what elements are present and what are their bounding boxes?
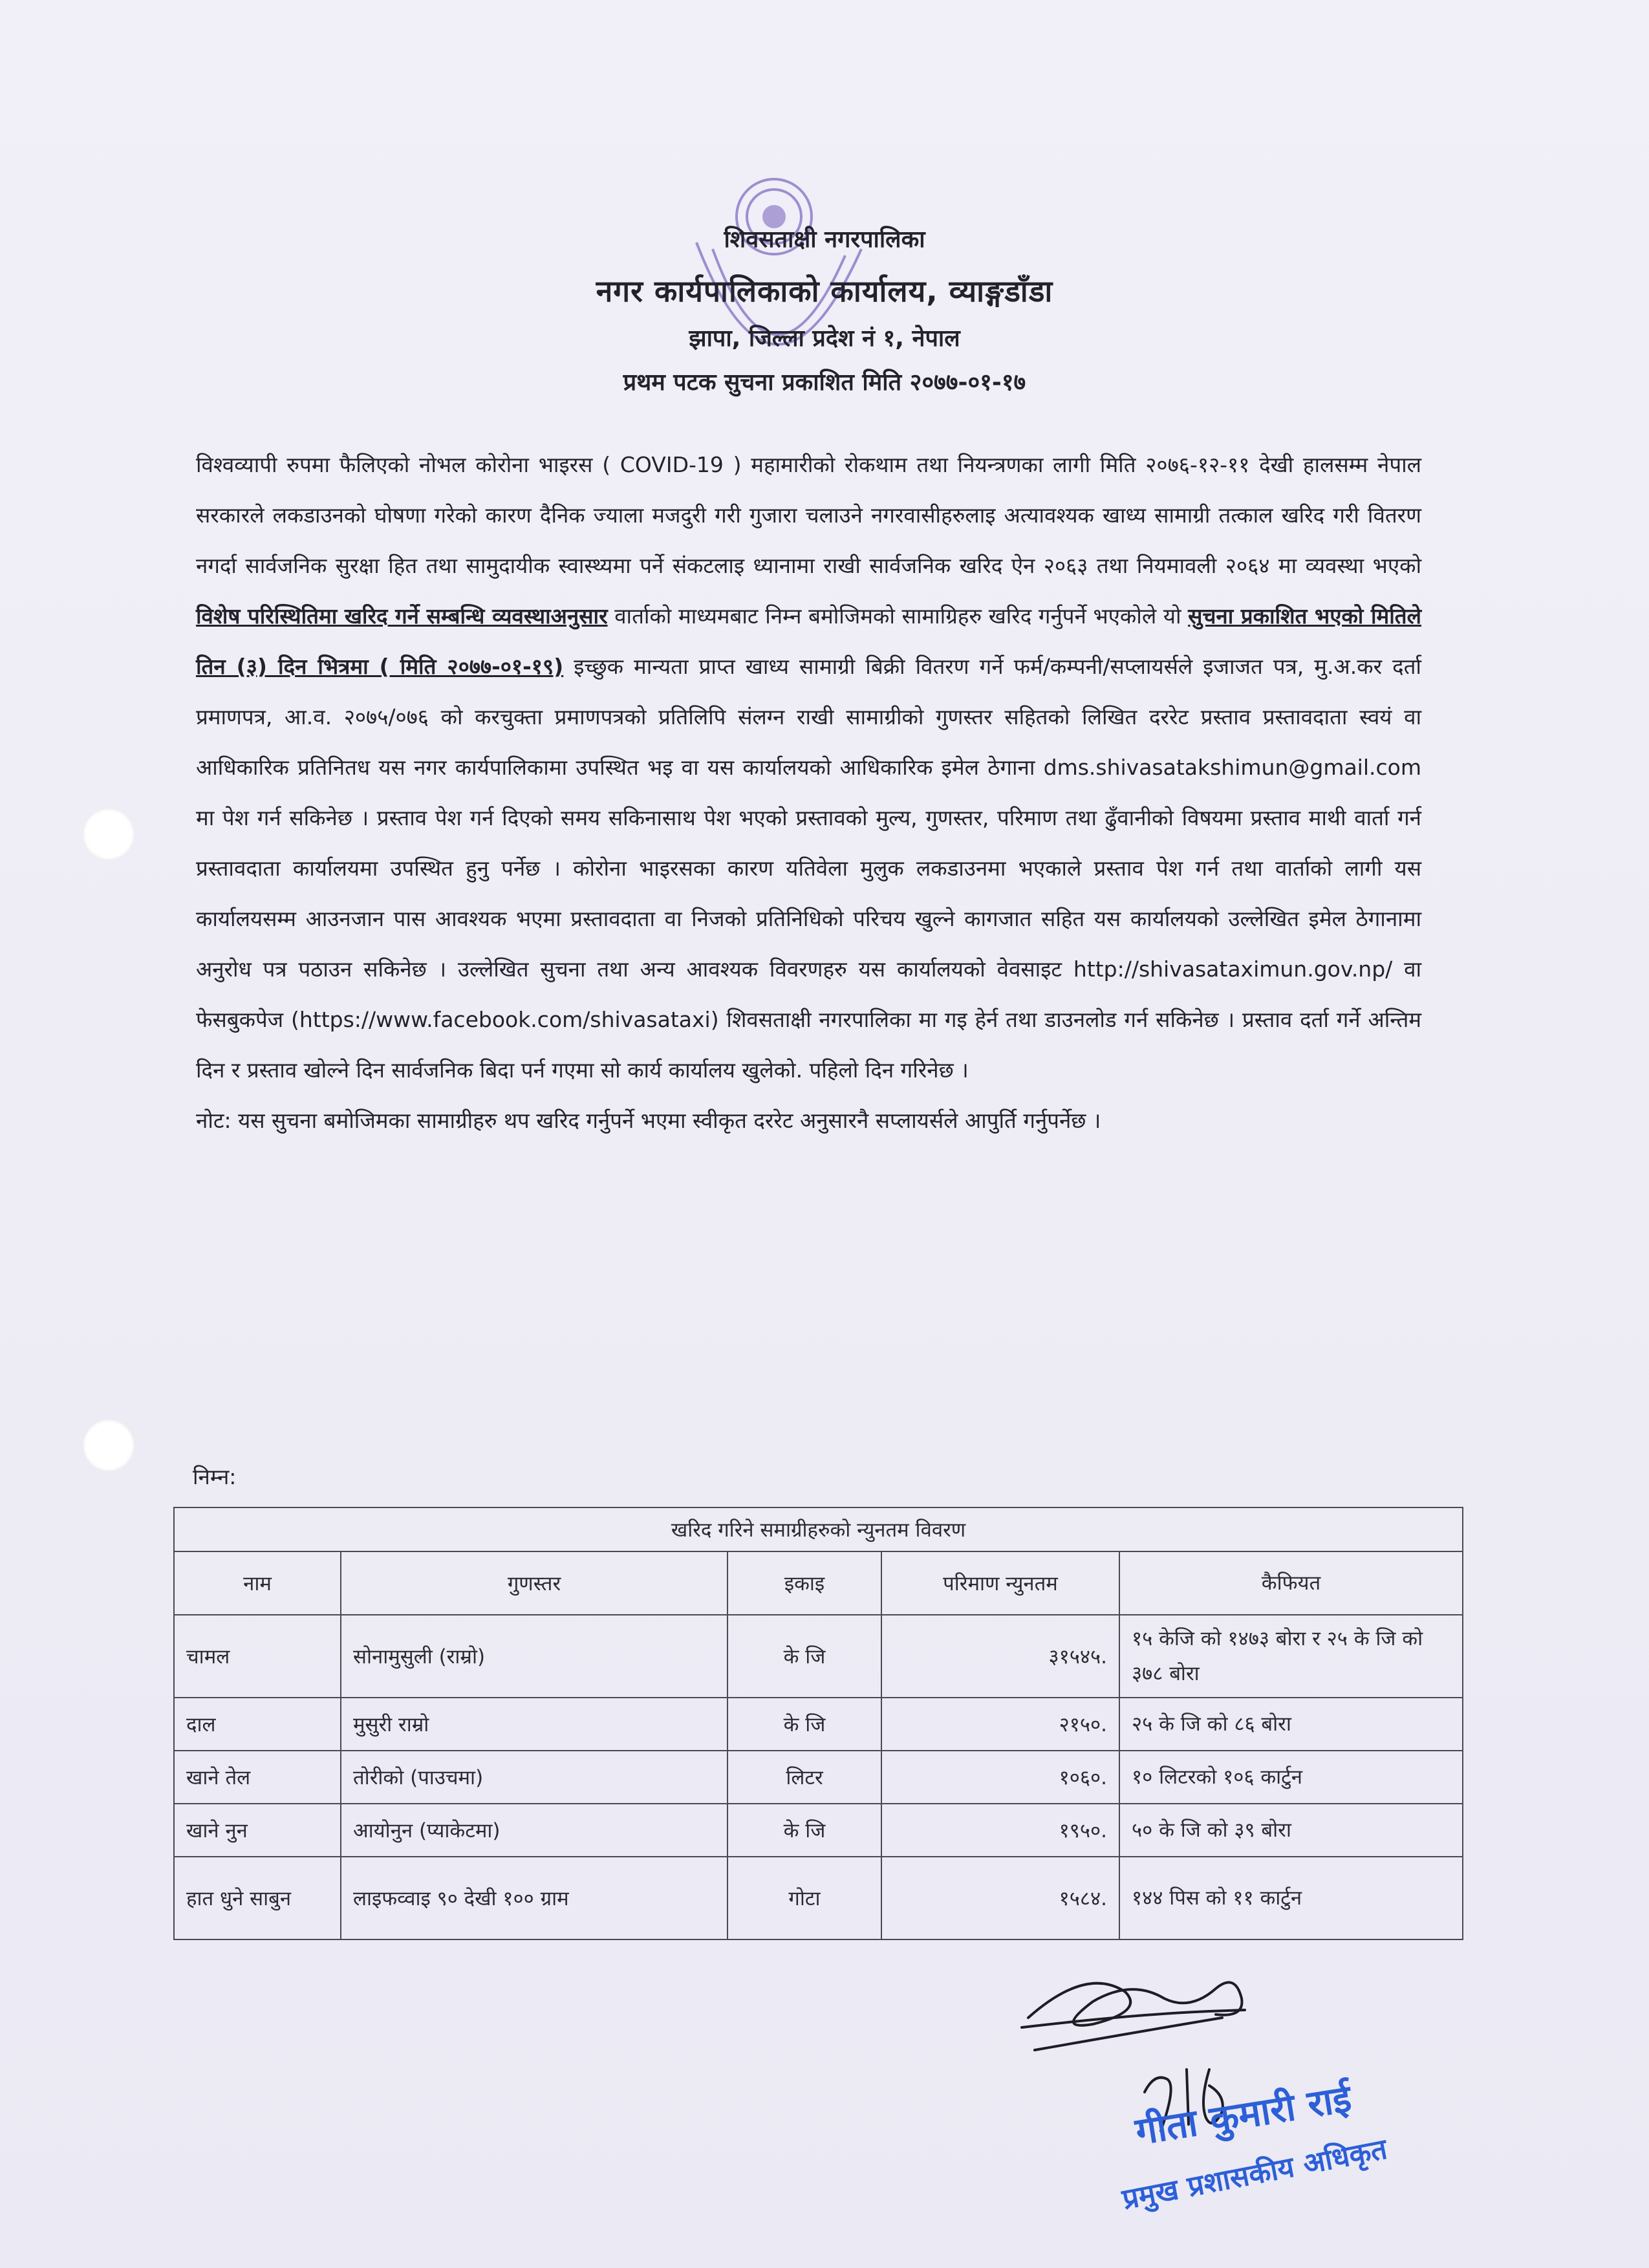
- cell-item-name: चामल: [174, 1615, 341, 1698]
- table-row: [174, 1857, 1463, 1939]
- notice-text-part: वार्ताको माध्यमबाट निम्न बमोजिमको सामाग्रिहरु खरिद गर्नुपर्ने भएकोले यो: [614, 603, 1181, 629]
- notice-text-part: इच्छुक मान्यता प्राप्त खाध्य सामाग्री बिक्री वितरण गर्ने फर्म/कम्पनी/सप्लायर्सले इजाजत पत्र, मु.अ.कर दर्ता प्रमाणपत्र, आ.व. २०७५/०७६ को करचुक्ता प्रमाणपत्रको प्रतिलिपि संलग्न राखी सामाग्रीको गुणस्तर सहितको लिखित दररेट प्रस्ताव प्रस्तावदाता स्वयं वा आधिकारिक प्रतिनितध यस नगर कार्यपालिकामा उपस्थित भइ वा यस कार्यालयको आधिकारिक इमेल ठेगाना dms.shivasatakshimun@gmail.com मा पेश गर्न सकिनेछ । प्रस्ताव पेश गर्न दिएको समय सकिनासाथ पेश भएको प्रस्तावको मुल्य, गुणस्तर, परिमाण तथा ढुँवानीको विषयमा प्रस्ताव माथी वार्ता गर्न प्रस्तावदाता कार्यालयमा उपस्थित हुनु पर्नेछ । कोरोना भाइरसका कारण यतिवेला मुलुक लकडाउनमा भएकाले प्रस्ताव पेश गर्न तथा वार्ताको लागी यस कार्यालयसम्म आउनजान पास आवश्यक भएमा प्रस्तावदाता वा निजको प्रतिनिधिको परिचय खुल्ने कागजात सहित यस कार्यालयको उल्लेखित इमेल ठेगानामा अनुरोध पत्र पठाउन सकिनेछ । उल्लेखित सुचना तथा अन्य आवश्यक विवरणहरु यस कार्यालयको वेवसाइट http://shivasataximun.gov.np/ वा फेसबुकपेज (https://www.facebook.com/shivasataxi) शिवसताक्षी नगरपालिका मा गइ हेर्न तथा डाउनलोड गर्न सकिनेछ । प्रस्ताव दर्ता गर्ने अन्तिम दिन र प्रस्ताव खोल्ने दिन सार्वजनिक बिदा पर्न गएमा सो कार्य कार्यालय खुलेको. पहिलो दिन गरिनेछ ।: [196, 654, 1422, 1083]
- notice-text-part: विश्वव्यापी रुपमा फैलिएको नोभल कोरोना भाइरस ( COVID-19 ) महामारीको रोकथाम तथा नियन्त्रणका लागी मिति २०७६-१२-११ देखी हालसम्म नेपाल सरकारले लकडाउनको घोषणा गरेको कारण दैनिक ज्याला मजदुरी गरी गुजारा चलाउने नगरवासीहरुलाइ अत्यावश्यक खाध्य सामाग्री तत्काल खरिद गरी वितरण नगर्दा सार्वजनिक सुरक्षा हित तथा सामुदायीक स्वास्थ्यमा पर्ने संकटलाइ ध्यानामा राखी सार्वजनिक खरिद ऐन २०६३ तथा नियमावली २०६४ मा व्यवस्था भएको: [196, 452, 1421, 578]
- cell-quantity: १९५०.: [881, 1804, 1119, 1857]
- cell-unit: के जि: [727, 1698, 881, 1751]
- cell-quality: सोनामुसुली (राम्रो): [341, 1615, 727, 1698]
- cell-unit: गोटा: [727, 1857, 881, 1939]
- cell-item-name: हात धुने साबुन: [174, 1857, 341, 1939]
- table-caption: खरिद गरिने समाग्रीहरुको न्युनतम विवरण: [174, 1507, 1463, 1551]
- cell-quantity: १५८४.: [881, 1857, 1119, 1939]
- cell-quality: तोरीको (पाउचमा): [341, 1751, 727, 1804]
- officer-name-stamp: गीता कुमारी राई: [1132, 2076, 1355, 2154]
- cell-remarks: १० लिटरको १०६ कार्टुन: [1119, 1751, 1463, 1804]
- cell-quality: आयोनुन (प्याकेटमा): [341, 1804, 727, 1857]
- cell-unit: लिटर: [727, 1751, 881, 1804]
- municipality-name: शिवसताक्षी नगरपालिका: [724, 226, 925, 253]
- cell-quantity: २१५०.: [881, 1698, 1119, 1751]
- officer-title-stamp: प्रमुख प्रशासकीय अधिकृत: [1119, 2132, 1390, 2216]
- notice-paragraph: [196, 440, 1421, 1096]
- table-row: [174, 1751, 1463, 1804]
- cell-remarks: १४४ पिस को ११ कार्टुन: [1119, 1857, 1463, 1939]
- items-table: [173, 1507, 1463, 1940]
- cell-remarks: १५ केजि को १४७३ बोरा र २५ के जि को ३७८ बोरा: [1119, 1615, 1463, 1698]
- notice-note: नोट: यस सुचना बमोजिमका सामाग्रीहरु थप खरिद गर्नुपर्ने भएमा स्वीकृत दररेट अनुसारनै सप्लायर्सले आपुर्ति गर्नुपर्नेछ ।: [196, 1108, 1101, 1133]
- cell-item-name: खाने नुन: [174, 1804, 341, 1857]
- office-name: नगर कार्यपालिकाको कार्यालय, व्याङ्गडाँडा: [596, 274, 1053, 308]
- header-unit: इकाइ: [727, 1551, 881, 1615]
- table-header-row: [174, 1551, 1463, 1615]
- header-remarks: कैफियत: [1119, 1551, 1463, 1615]
- cell-unit: के जि: [727, 1615, 881, 1698]
- list-label: निम्न:: [193, 1464, 237, 1489]
- cell-quality: मुसुरी राम्रो: [341, 1698, 727, 1751]
- cell-remarks: ५० के जि को ३९ बोरा: [1119, 1804, 1463, 1857]
- notice-emphasis-provision: विशेष परिस्थितिमा खरिद गर्ने सम्बन्धि व्यवस्थाअनुसार: [196, 603, 608, 629]
- header-quantity: परिमाण न्युनतम: [881, 1551, 1119, 1615]
- cell-quality: लाइफव्वाइ ९० देखी १०० ग्राम: [341, 1857, 727, 1939]
- office-address: झापा, जिल्ला प्रदेश नं १, नेपाल: [689, 325, 960, 352]
- table-row: [174, 1615, 1463, 1698]
- cell-quantity: ३१५४५.: [881, 1615, 1119, 1698]
- publish-date: प्रथम पटक सुचना प्रकाशित मिति २०७७-०१-१७: [623, 369, 1026, 396]
- punch-hole: [83, 1420, 135, 1471]
- header-name: नाम: [174, 1551, 341, 1615]
- table-row: [174, 1698, 1463, 1751]
- header-quality: गुणस्तर: [341, 1551, 727, 1615]
- cell-item-name: दाल: [174, 1698, 341, 1751]
- cell-item-name: खाने तेल: [174, 1751, 341, 1804]
- table-row: [174, 1804, 1463, 1857]
- notice-body: [196, 440, 1421, 1146]
- cell-quantity: १०६०.: [881, 1751, 1119, 1804]
- punch-hole: [83, 808, 135, 860]
- notice-emphasis-deadline: सुचना प्रकाशित भएको मितिले तिन (३) दिन भित्रमा ( मिति २०७७-०१-१९): [196, 603, 1421, 679]
- cell-remarks: २५ के जि को ८६ बोरा: [1119, 1698, 1463, 1751]
- cell-unit: के जि: [727, 1804, 881, 1857]
